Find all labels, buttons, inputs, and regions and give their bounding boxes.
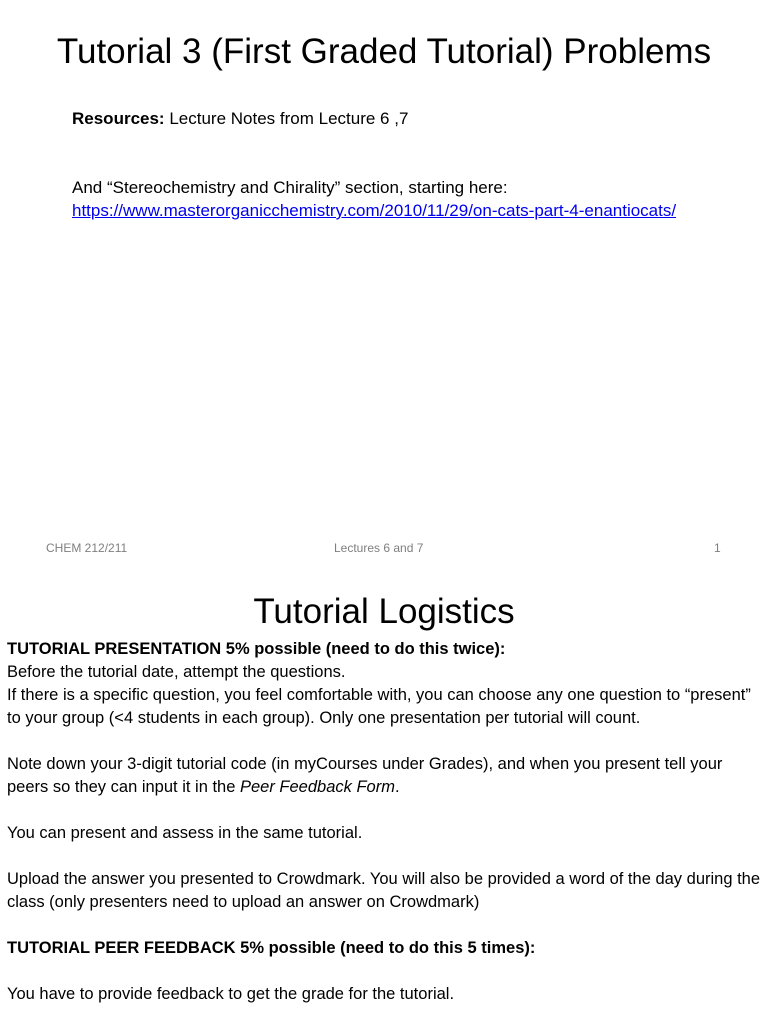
body-text [7, 753, 763, 799]
slide-body [7, 638, 763, 1006]
resources-text: Lecture Notes from Lecture 6 ,7 [164, 109, 409, 128]
slide-2 [0, 572, 768, 1024]
body-text: Upload the answer you presented to Crowdmark. You will also be provided a word of the day during the class (only presenters need to upload an answer on Crowdmark) [7, 870, 761, 911]
resources-label: Resources: [72, 109, 165, 128]
body-text: If there is a specific question, you feel comfortable with, you can choose any one question to “present” to your group (<4 students in each group). Only one presentation per tutorial will count. [7, 686, 751, 727]
slide-title: Tutorial 3 (First Graded Tutorial) Problems [56, 32, 712, 71]
body-text: Before the tutorial date, attempt the questions. [7, 663, 346, 681]
peer-feedback-heading: TUTORIAL PEER FEEDBACK 5% possible (need to do this 5 times): [7, 939, 536, 957]
slide-title: Tutorial Logistics [253, 592, 515, 631]
body-text: You can present and assess in the same tutorial. [7, 824, 363, 842]
reference-link[interactable]: https://www.masterorganicchemistry.com/2010/11/29/on-cats-part-4-enantiocats/ [72, 201, 677, 220]
peer-feedback-form-text: Peer Feedback Form [239, 778, 395, 796]
footer-course: CHEM 212/211 [46, 541, 128, 555]
body-text-part: . [394, 778, 400, 796]
footer-page-number: 1 [714, 541, 721, 555]
body-text: You have to provide feedback to get the grade for the tutorial. [7, 985, 455, 1003]
reference-intro: And “Stereochemistry and Chirality” section, starting here: [72, 178, 508, 197]
presentation-heading: TUTORIAL PRESENTATION 5% possible (need to do this twice): [7, 640, 506, 658]
footer-lecture: Lectures 6 and 7 [334, 541, 424, 555]
reference-block [72, 176, 692, 222]
resources-line [72, 108, 408, 130]
body-text-part: Note down your 3-digit tutorial code (in myCourses under Grades), and when you present tell your peers so they can input it in the [7, 755, 723, 796]
